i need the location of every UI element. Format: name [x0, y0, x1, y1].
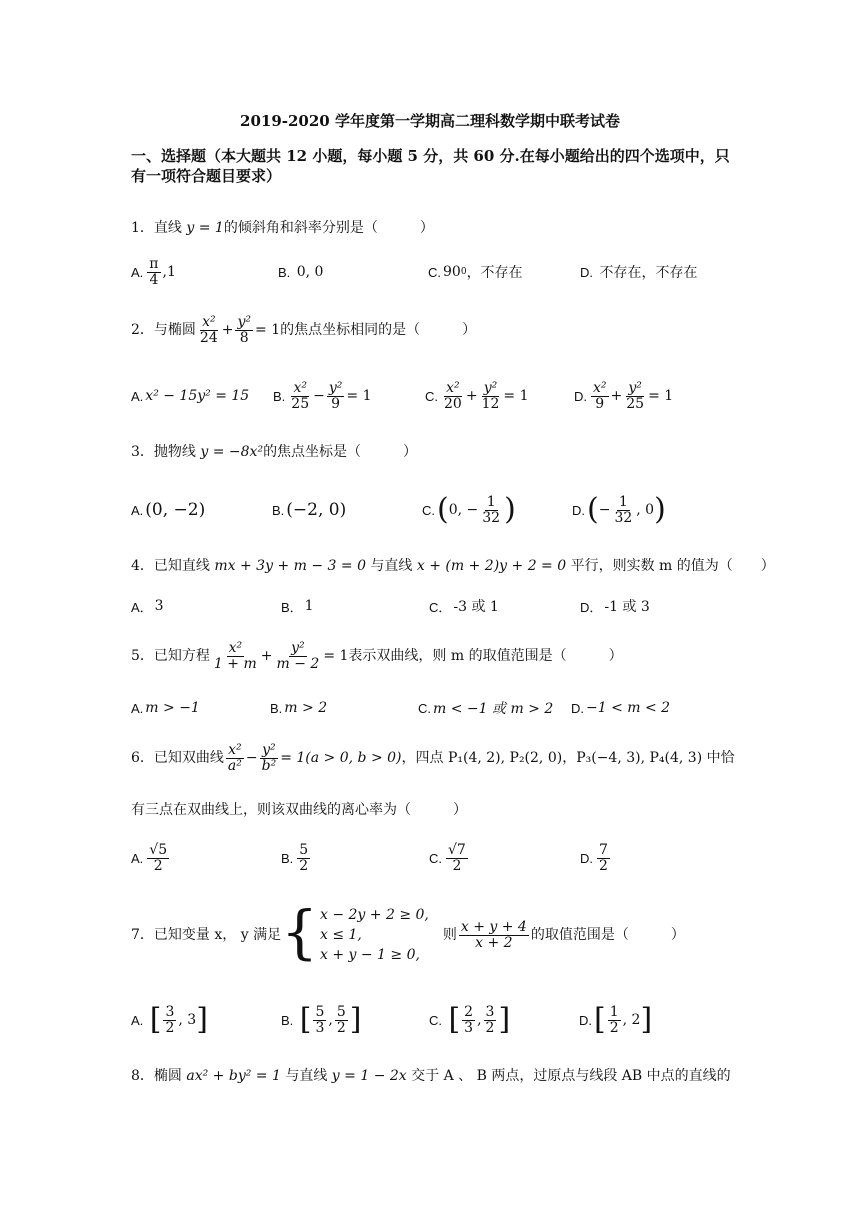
question-7: 7． 已知变量 x， y 满足 { x − 2y + 2 ≥ 0, x ≤ 1, x + y − 1 ≥ 0, 则 $\frac{x + y + 4}{x + 2}$ 的取值范围是（ ） [131, 898, 685, 966]
q6-option-d: D. $\frac{7}{2}$ [580, 841, 608, 874]
question-2: 2． 与椭圆 $\frac{\text{x²}}{24}$ + $\frac{\text{y²}}{8}$ = 1 的焦点坐标相同的是（ ） [131, 313, 477, 346]
q3-option-b: B. (−2, 0) [272, 500, 347, 520]
q3-options [131, 486, 731, 534]
question-3: 3．抛物线 y = −8x²的焦点坐标是（ ） [131, 444, 418, 460]
section-heading: 一、选择题（本大题共 12 小题，每小题 5 分，共 60 分.在每小题给出的四个选项中，只有一项符合题目要求） [131, 147, 730, 185]
exam-title: 2019-2020 学年度第一学期高二理科数学期中联考试卷 [240, 112, 620, 130]
question-6-line2: 有三点在双曲线上，则该双曲线的离心率为（ ） [131, 802, 467, 818]
q3-option-c: C. ( 0, − $\frac{1}{32}$ ) [422, 492, 516, 527]
q7-option-a: A. [ $\frac{3}{2}$ , 3 ] [131, 1002, 208, 1037]
q5-option-b: B. m > 2 [270, 700, 328, 716]
q7-option-c: C. [ $\frac{2}{3}$ , $\frac{3}{2}$ ] [429, 1002, 511, 1037]
q4-option-a: A． 3 [131, 598, 164, 615]
q5-options [131, 684, 731, 732]
q4-option-b: B． 1 [281, 598, 314, 615]
q1-option-d: D. 不存在，不存在 [580, 264, 698, 281]
q1-prefix: 直线 [153, 220, 187, 236]
q5-option-c: C. m < −1 或 m > 2 [418, 700, 554, 717]
q1-options [131, 248, 731, 296]
q7-options [131, 996, 731, 1044]
q2-option-a: A. x² − 15y² = 15 [131, 388, 250, 404]
q7-option-b: B. [ $\frac{5}{3}$ , $\frac{5}{2}$ ] [281, 1002, 362, 1037]
q2-option-c: C. $\frac{\text{x²}}{20}$ + $\frac{\text{y²}}{12}$ = 1 [425, 379, 529, 412]
q4-options [131, 582, 731, 630]
q1-option-b: B. 0, 0 [278, 264, 324, 280]
q4-option-c: C． -3 或 1 [429, 599, 499, 615]
question-8: 8．椭圆 ax² + by² = 1 与直线 y = 1 − 2x 交于 A 、 B 两点，过原点与线段 AB 中点的直线的 [131, 1068, 731, 1084]
q6-option-c: C. $\frac{√7}{2}$ [429, 841, 466, 874]
q5-option-d: D. −1 < m < 2 [571, 700, 671, 716]
q1-stem: 的倾斜角和斜率分别是（ ） [223, 220, 434, 236]
question-4: 4．已知直线 mx + 3y + m − 3 = 0 与直线 x + (m + 2)y + 2 = 0 平行，则实数 m 的值为（ ） [131, 558, 775, 574]
q1-equation: y = 1 [186, 220, 224, 236]
question-5: 5． 已知方程 $\frac{\text{x²}}{1 + m}$ + $\frac{\text{y²}}{m - 2}$ = 1 表示双曲线，则 m 的取值范围是（ ） [131, 639, 623, 672]
q3-option-a: A. (0, −2) [131, 500, 206, 520]
q6-options [131, 834, 731, 882]
q1-option-a: A. $\frac{\pi}{4}$ ,1 [131, 255, 176, 288]
q4-option-d: D． -1 或 3 [580, 599, 650, 615]
q7-option-d: D. [ $\frac{1}{2}$ , 2 ] [579, 1002, 653, 1037]
q6-option-b: B. $\frac{5}{2}$ [281, 841, 309, 874]
q2-options [131, 372, 731, 420]
q1-number: 1． [131, 220, 154, 236]
q3-option-d: D. ( − $\frac{1}{32}$ , 0 ) [572, 492, 666, 527]
q2-option-b: B. $\frac{\text{x²}}{25}$ − $\frac{\text{y²}}{9}$ = 1 [273, 379, 372, 412]
question-1 [131, 218, 434, 238]
question-6: 6． 已知双曲线 $\frac{\text{x²}}{\text{a²}}$ − $\frac{\text{y²}}{\text{b²}}$ = 1(a > 0, b > 0) ，四点 P₁(4, 2), P₂(2, 0)，P₃(−4, 3), P₄(4, 3) 中恰 [131, 741, 735, 774]
q2-option-d: D. $\frac{\text{x²}}{9}$ + $\frac{\text{y²}}{25}$ = 1 [574, 379, 674, 412]
q6-option-a: A. $\frac{√5}{2}$ [131, 841, 168, 874]
q1-option-c: C. 90 0 ，不存在 [428, 264, 523, 281]
q7-constraint-system: { x − 2y + 2 ≥ 0, x ≤ 1, x + y − 1 ≥ 0, [281, 898, 429, 966]
q5-option-a: A. m > −1 [131, 700, 200, 716]
